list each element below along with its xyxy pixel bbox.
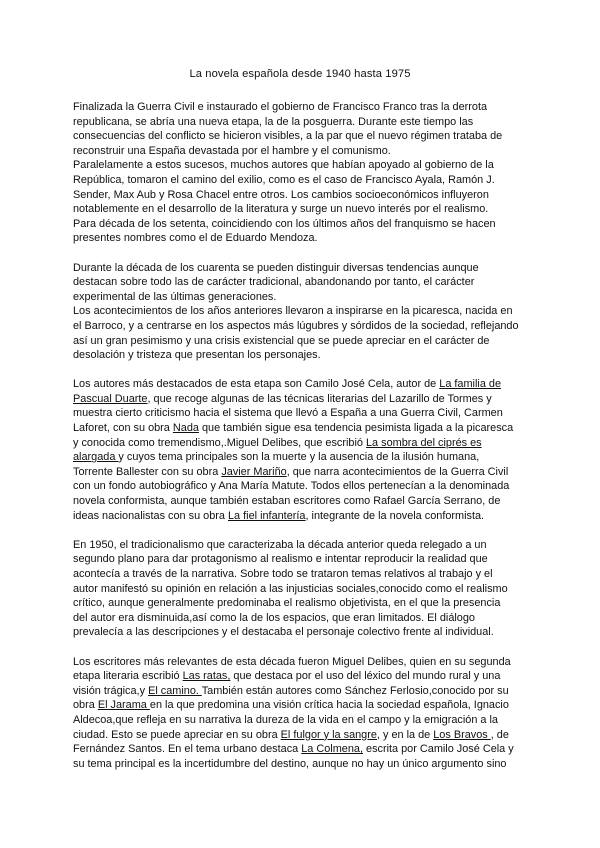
text-segment: , integrante de la novela conformista. (305, 509, 485, 522)
text-segment: Durante la década de los cuarenta se pueden distinguir diversas tendencias aunque (73, 261, 479, 274)
text-line (73, 669, 533, 684)
text-segment: etapa literaria escribió (73, 670, 183, 683)
text-line (73, 625, 533, 640)
text-segment: Los autores más destacados de esta etapa son Camilo José Cela, autor de (73, 378, 440, 391)
text-segment: reconstruir una España devastada por el hambre y el comunismo. (73, 144, 391, 157)
text-line (73, 698, 533, 713)
text-line (73, 188, 533, 203)
text-segment: en la que predomina una visión crítica hacia la sociedad española, Ignacio (149, 699, 509, 712)
text-line (73, 129, 533, 144)
text-line (73, 728, 533, 743)
paragraph-gap (73, 246, 533, 261)
paragraph (73, 538, 533, 640)
text-segment: muestra cierto criticismo hacia el sistema que llevó a España a una Guerra Civil, Carmen (73, 407, 503, 420)
text-segment: República, tomaron el camino del exilio, como es el caso de Francisco Ayala, Ramón J. (73, 173, 495, 186)
text-segment: escrita por Camilo José Cela y (363, 743, 514, 756)
book-title-underlined: El fulgor y la sangre, (280, 728, 380, 741)
book-title-underlined: El camino. (148, 684, 202, 697)
text-segment: prevalecía a las descripciones y el destacaba el personaje colectivo frente al individual. (73, 626, 494, 639)
paragraph (73, 100, 533, 246)
text-line (73, 742, 533, 757)
text-line (73, 494, 533, 509)
text-segment: segundo plano para dar protagonismo al realismo e intentar reproducir la realidad que (73, 553, 488, 566)
text-segment: Para década de los setenta, coincidiendo con los últimos años del franquismo se hacen (73, 217, 496, 230)
text-segment: ideas nacionalistas con su obra (73, 509, 228, 522)
paragraph (73, 261, 533, 363)
text-line (73, 304, 533, 319)
text-segment: Finalizada la Guerra Civil e instaurado el gobierno de Francisco Franco tras la derrota (73, 101, 488, 113)
text-segment: Torrente Ballester con su obra (73, 465, 222, 478)
text-line (73, 421, 533, 436)
text-segment: el Barroco, y a centrarse en los aspectos más lúgubres y sórdidos de la sociedad, reflejando (73, 319, 519, 332)
text-line (73, 100, 533, 115)
paragraph-gap (73, 640, 533, 655)
text-segment: En 1950, el tradicionalismo que caracterizaba la década anterior queda relegado a un (73, 538, 487, 551)
document-body (73, 100, 533, 771)
text-segment: Los acontecimientos de los años anteriores llevaron a inspirarse en la picaresca, nacida en (73, 305, 513, 318)
text-segment: notablemente en el desarrollo de la literatura y surge un nuevo interés por el realismo. (73, 203, 489, 216)
text-segment: Los escritores más relevantes de esta década fueron Miguel Delibes, quien en su segunda (73, 655, 511, 668)
text-line (73, 655, 533, 670)
text-line (73, 436, 533, 451)
text-line (73, 275, 533, 290)
text-line (73, 319, 533, 334)
text-line (73, 334, 533, 349)
text-segment: experimental de las últimas generaciones. (73, 290, 277, 303)
text-segment: que destaca por el uso del léxico del mundo rural y una (230, 670, 501, 683)
text-line (73, 450, 533, 465)
text-line (73, 479, 533, 494)
book-title-underlined: La familia de (439, 378, 502, 391)
text-segment: Sender, Max Aub y Rosa Chacel entre otros. Los cambios socioeconómicos influyeron (73, 188, 489, 201)
text-segment: autor manifestó su opinión en relación a las injusticias sociales,conocido como el realismo (73, 582, 508, 595)
text-line (73, 538, 533, 553)
text-segment: destacan sobre todo las de carácter tradicional, abandonando por tanto, el carácter (73, 276, 475, 289)
text-segment: del autor era disminuida,así como la de los espacios, que eran limitados. El diálogo (73, 611, 475, 624)
text-segment: con un fondo autobiográfico y Ana María Matute. Todos ellos pertenecían a la denominada (73, 480, 510, 493)
text-line (73, 582, 533, 597)
text-line (73, 552, 533, 567)
text-segment: que también sigue esa tendencia pesimista ligada a la picaresca (198, 422, 514, 435)
text-segment: presentes nombres como el de Eduardo Mendoza. (73, 232, 318, 245)
text-segment: También están autores como Sánchez Ferlosio,conocido por su (201, 684, 509, 697)
text-segment: así un gran pesimismo y una crisis existencial que se puede apreciar en el carácter de (73, 334, 490, 347)
text-segment: desolación y tristeza que presentan los personajes. (73, 349, 321, 362)
paragraph (73, 377, 533, 523)
book-title-underlined: Los Bravos (433, 728, 491, 741)
text-segment: , de (490, 728, 509, 741)
text-segment: novela conformista, aunque también estaban escritores como Rafael García Serrano, de (73, 495, 501, 508)
book-title-underlined: alargada (73, 451, 119, 464)
text-line (73, 567, 533, 582)
text-segment: y conocida como tremendismo,.Miguel Delibes, que escribió (73, 436, 366, 449)
text-segment: Fernández Santos. En el tema urbano destaca (73, 743, 302, 756)
text-segment: republicana, se abría una nueva etapa, la de la posguerra. Durante este tiempo las (73, 115, 474, 128)
book-title-underlined: El Jarama (97, 699, 150, 712)
book-title-underlined: Las ratas, (182, 670, 231, 683)
book-title-underlined: La fiel infantería (227, 509, 306, 522)
text-line (73, 231, 533, 246)
book-title-underlined: Javier Mariño (221, 465, 287, 478)
book-title-underlined: Pascual Duarte (73, 392, 148, 405)
document-title: La novela española desde 1940 hasta 1975 (189, 68, 411, 80)
text-line (73, 217, 533, 232)
text-segment: visión trágica,y (73, 684, 149, 697)
text-segment: Laforet, con su obra (73, 422, 173, 435)
text-segment: Paralelamente a estos sucesos, muchos autores que habían apoyado al gobierno de la (73, 159, 494, 172)
text-segment: , que narra acontecimientos de la Guerra Civil (286, 465, 509, 478)
text-line (73, 611, 533, 626)
text-line (73, 509, 533, 524)
text-line (73, 377, 533, 392)
text-line (73, 406, 533, 421)
text-line (73, 684, 533, 699)
text-line (73, 348, 533, 363)
text-line (73, 173, 533, 188)
text-segment: , que recoge algunas de las técnicas literarias del Lazarillo de Tormes y (147, 392, 492, 405)
text-segment: su tema principal es la incertidumbre del destino, aunque no hay un único argumento sino (73, 757, 507, 770)
book-title-underlined: La sombra del ciprés es (365, 436, 482, 449)
text-line (73, 115, 533, 130)
text-line (73, 392, 533, 407)
text-segment: crítico, aunque generalmente predominaba el realismo objetivista, en el que la presencia (73, 597, 501, 610)
text-line (73, 596, 533, 611)
text-segment: acontecía a través de la narrativa. Sobre todo se trataron temas relativos al trabajo y el (73, 568, 493, 580)
text-line (73, 144, 533, 159)
text-line (73, 290, 533, 305)
paragraph-gap (73, 363, 533, 378)
text-line (73, 202, 533, 217)
text-segment: obra (73, 699, 98, 712)
text-line (73, 757, 533, 772)
book-title-underlined: La Colmena, (301, 743, 363, 756)
text-line (73, 158, 533, 173)
text-segment: y en la de (379, 728, 434, 741)
paragraph-gap (73, 523, 533, 538)
text-line (73, 713, 533, 728)
text-segment: consecuencias del conflicto se hicieron visibles, a la par que el nuevo régimen trataba de (73, 130, 503, 143)
text-segment: ciudad. Esto se puede apreciar en su obra (73, 728, 281, 741)
text-line (73, 465, 533, 480)
text-line (73, 261, 533, 276)
book-title-underlined: Nada (172, 422, 199, 435)
text-segment: Aldecoa,que refleja en su narrativa la dureza de la vida en el campo y la emigración a la (73, 713, 498, 726)
text-segment: y cuyos tema principales son la muerte y la ausencia de la ilusión humana, (118, 451, 480, 464)
paragraph (73, 655, 533, 772)
